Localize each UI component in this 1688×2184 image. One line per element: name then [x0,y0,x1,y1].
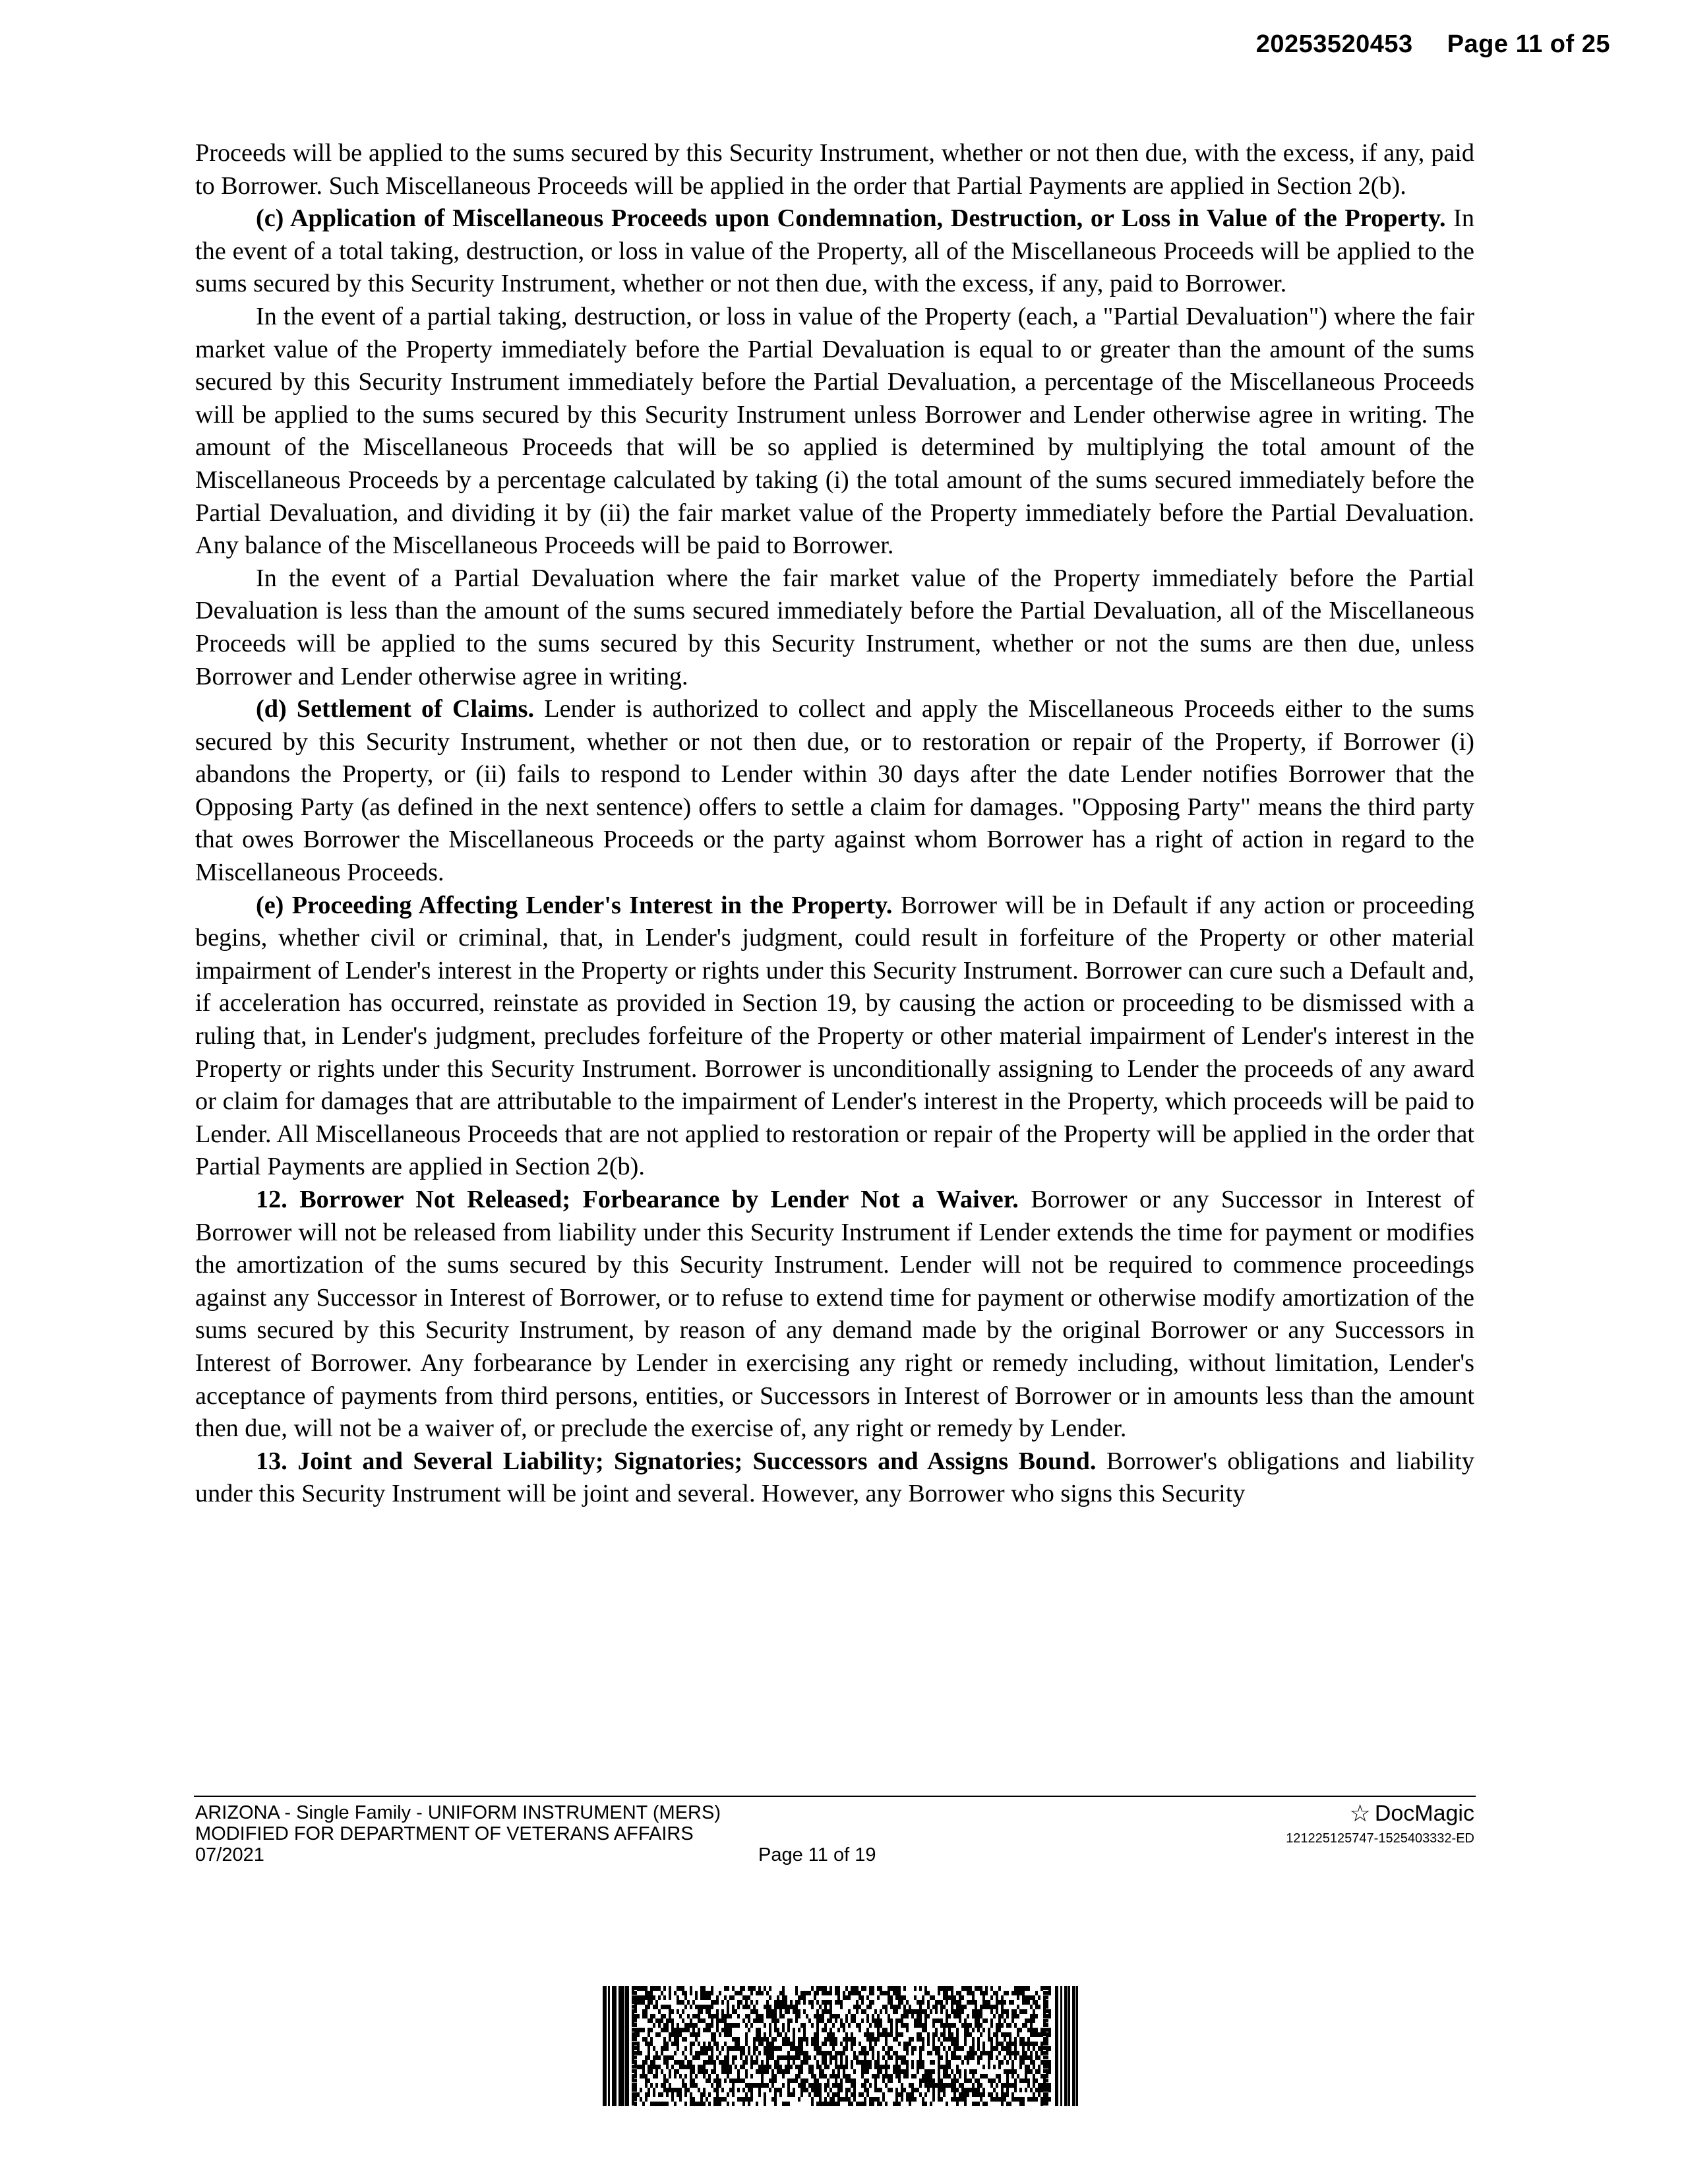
barcode-image [603,1986,1080,2106]
paragraph-text: Borrower will be in Default if any action or proceeding begins, whether civil or criminal, that, in Lender's judgment, could result in forfeiture of the Property or other material impairment of Lender's interest in the Property or rights under this Security Instrument. Borrower can cure such a Default and, if acceleration has occurred, reinstate as provided in Section 19, by causing the action or proceeding to be dismissed with a ruling that, in Lender's judgment, precludes forfeiture of the Property or other material impairment of Lender's interest in the Property or rights under this Security Instrument. Borrower is unconditionally assigning to Lender the proceeds of any award or claim for damages that are attributable to the impairment of Lender's interest in the Property, which proceeds will be paid to Lender. All Miscellaneous Proceeds that are not applied to restoration or repair of the Property will be applied in the order that Partial Payments are applied in Section 2(b). [195,891,1474,1181]
page-header [1256,30,1610,59]
paragraph-text: Borrower or any Successor in Interest of Borrower will not be released from liability under this Security Instrument if Lender extends the time for payment or modifies the amortization of the sums secured by this Security Instrument. Lender will not be required to commence proceedings against any Successor in Interest of Borrower, or to refuse to extend time for payment or otherwise modify amortization of the sums secured by this Security Instrument, by reason of any demand made by the original Borrower or any Successors in Interest of Borrower. Any forbearance by Lender in exercising any right or remedy including, without limitation, Lender's acceptance of payments from third persons, entities, or Successors in Interest of Borrower or in amounts less than the amount then due, will not be a waiver of, or preclude the exercise of, any right or remedy by Lender. [195,1186,1474,1443]
section-heading-11e: (e) Proceeding Affecting Lender's Interest in the Property. [256,891,893,919]
paragraph-text: In the event of a total taking, destruction, or loss in value of the Property, all of the Miscellaneous Proceeds will be applied to the sums secured by this Security Instrument, whether or not then due, with the excess, if any, paid to Borrower. [195,204,1474,298]
brand-name: DocMagic [1374,1801,1474,1826]
section-heading-12: 12. Borrower Not Released; Forbearance by Lender Not a Waiver. [256,1186,1019,1213]
paragraph-11d [195,693,1474,890]
header-page-number: Page 11 of 25 [1447,30,1610,58]
footer-form-title: ARIZONA - Single Family - UNIFORM INSTRUMENT (MERS) [195,1802,721,1823]
footer-form-info [195,1802,721,1866]
paragraph-11e [195,890,1474,1184]
section-heading-11c: (c) Application of Miscellaneous Proceeds upon Condemnation, Destruction, or Loss in Value of the Property. [256,204,1446,233]
paragraph-continuation: Proceeds will be applied to the sums secured by this Security Instrument, whether or not then due, with the excess, if any, paid to Borrower. Such Miscellaneous Proceeds will be applied in the order that Partial Payments are applied in Section 2(b). [195,139,1474,200]
paragraph-text: Borrower's obligations and liability under this Security Instrument will be joint and several. However, any Borrower who signs this Security [195,1447,1474,1508]
star-icon: ☆ [1349,1800,1371,1827]
section-heading-13: 13. Joint and Several Liability; Signatories; Successors and Assigns Bound. [256,1447,1097,1475]
paragraph-partial-devaluation: In the event of a partial taking, destruction, or loss in value of the Property (each, a "Partial Devaluation") where the fair market value of the Property immediately before the Partial Devaluation is equal to or greater than the amount of the sums secured by this Security Instrument immediately before the Partial Devaluation, a percentage of the Miscellaneous Proceeds will be applied to the sums secured by this Security Instrument unless Borrower and Lender otherwise agree in writing. The amount of the Miscellaneous Proceeds that will be so applied is determined by multiplying the total amount of the Miscellaneous Proceeds by a percentage calculated by taking (i) the total amount of the sums secured immediately before the Partial Devaluation, and dividing it by (ii) the fair market value of the Property immediately before the Partial Devaluation. Any balance of the Miscellaneous Proceeds will be paid to Borrower. [195,302,1474,560]
paragraph-11c [195,202,1474,301]
paragraph-12 [195,1184,1474,1445]
document-number: 20253520453 [1255,30,1413,58]
paragraph-text: Lender is authorized to collect and apply the Miscellaneous Proceeds either to the sums secured by this Security Instrument, whether or not then due, or to restoration or repair of the Property, if Borrower (i) abandons the Property, or (ii) fails to respond to Lender within 30 days after the date Lender notifies Borrower that the Opposing Party (as defined in the next sentence) offers to settle a claim for damages. "Opposing Party" means the third party that owes Borrower the Miscellaneous Proceeds or the party against whom Borrower has a right of action in regard to the Miscellaneous Proceeds. [195,695,1474,887]
footer-document-code: 121225125747-1525403332-ED [1286,1831,1474,1846]
docmagic-logo [1350,1800,1474,1827]
footer-divider [194,1796,1476,1797]
paragraph-partial-devaluation-less: In the event of a Partial Devaluation where the fair market value of the Property immediately before the Partial Devaluation is less than the amount of the sums secured immediately before the Partial Devaluation, all of the Miscellaneous Proceeds will be applied to the sums secured by this Security Instrument, whether or not the sums are then due, unless Borrower and Lender otherwise agree in writing. [195,564,1474,690]
paragraph-13 [195,1445,1474,1511]
footer-form-date: 07/2021 [195,1844,264,1866]
footer-page-number: Page 11 of 19 [758,1844,876,1866]
document-body [195,137,1474,1511]
footer-form-subtitle: MODIFIED FOR DEPARTMENT OF VETERANS AFFAIRS [195,1823,694,1844]
section-heading-11d: (d) Settlement of Claims. [256,695,535,723]
